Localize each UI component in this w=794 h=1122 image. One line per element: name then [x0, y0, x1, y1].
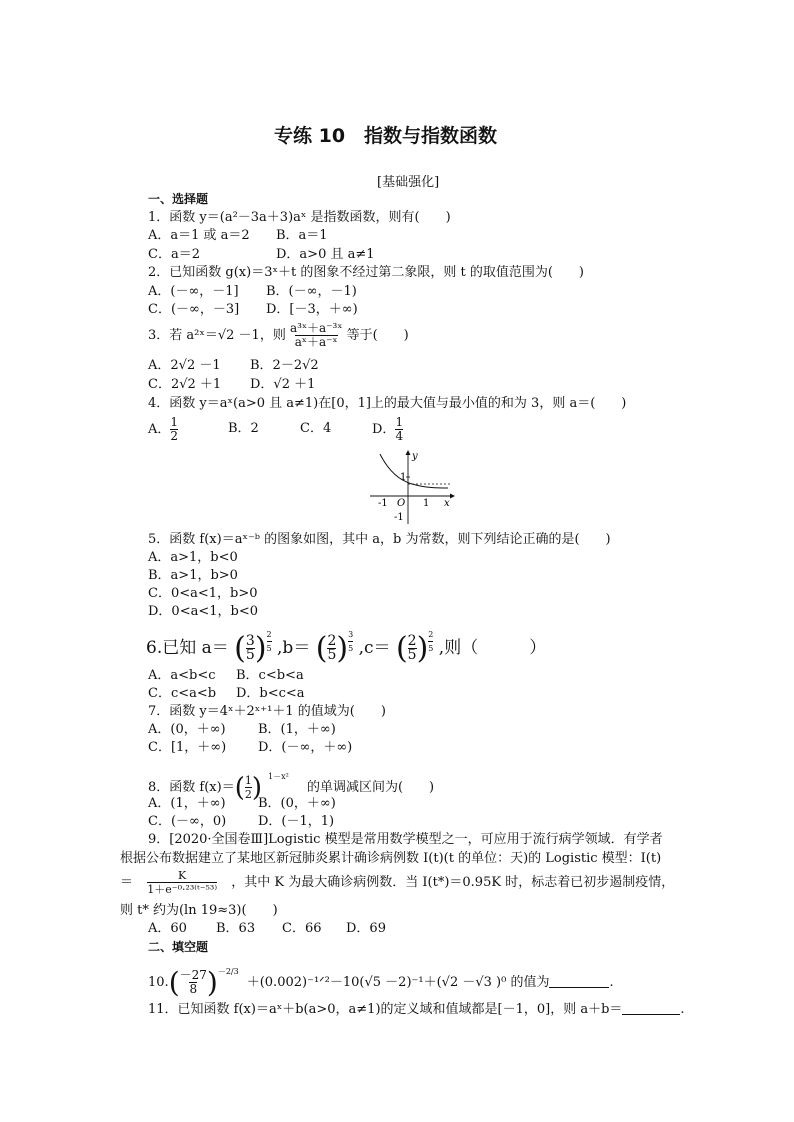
question-8-option-b: B．(0，＋∞)	[258, 796, 336, 811]
question-4-option-d-label: D．	[372, 422, 396, 437]
question-6-post: ,则（ ）	[438, 638, 547, 658]
question-9-line4: 则 t* 约为(ln 19≈3)( )	[120, 903, 278, 918]
question-7-option-c: C．[1，＋∞)	[148, 740, 227, 755]
question-6-mid2: ,c＝	[358, 638, 391, 658]
question-10-exponent: －2/3	[217, 967, 239, 976]
question-9-option-c: C．66	[282, 921, 322, 936]
question-2-stem: 2．已知函数 g(x)＝3ˣ＋t 的图象不经过第二象限，则 t 的取值范围为( )	[148, 265, 584, 280]
question-10-stem: 10.( $\frac{-27}{8}$ )$^{-2/3}$＋(0.002)⁻¹ᐟ²－10(√5 －2)⁻¹＋(√2 －√3 )⁰ 的值为 .	[148, 965, 614, 999]
question-5-stem: 5．函数 f(x)＝aˣ⁻ᵇ 的图象如图，其中 a，b 为常数，则下列结论正确的是( )	[148, 532, 611, 547]
question-3-option-b: B．2－2√2	[250, 358, 319, 373]
question-2-option-c: C．(－∞，－3]	[148, 302, 240, 317]
question-8-num: 1	[244, 774, 252, 787]
question-9-option-a: A．60	[148, 921, 187, 936]
question-10-rest: ＋(0.002)⁻¹ᐟ²－10(√5 －2)⁻¹＋(√2 －√3 )⁰ 的值为	[246, 975, 550, 990]
question-7-option-d: D．(－∞，＋∞)	[258, 740, 353, 755]
question-8-exponent: 1－x²	[268, 772, 289, 781]
question-5-option-c: C．0<a<1，b>0	[148, 586, 258, 601]
question-2-option-b: B．(－∞，－1)	[266, 284, 357, 299]
question-4-option-b: B．2	[228, 421, 259, 436]
graph-x-tick-neg: -1	[378, 498, 388, 509]
question-3-option-d: D．√2 ＋1	[250, 377, 316, 392]
question-6-b-exp-num: 3	[348, 630, 354, 639]
question-1-option-b: B．a＝1	[276, 228, 328, 243]
question-10-fraction	[180, 969, 207, 996]
question-3-fraction	[290, 322, 342, 349]
question-6-b-exp-den: 5	[348, 641, 353, 655]
question-6-a-num: 3	[245, 633, 255, 649]
question-9-frac-num: K	[178, 869, 187, 882]
question-4-option-d-fraction	[395, 416, 403, 443]
question-7-option-a: A．(0，＋∞)	[148, 722, 226, 737]
question-7-option-b: B．(1，＋∞)	[258, 722, 336, 737]
function-graph	[368, 448, 468, 528]
question-6-c-fraction	[408, 635, 417, 662]
question-3-stem-post: 等于( )	[346, 328, 409, 343]
question-6-b-num: 2	[327, 633, 337, 649]
question-9-fraction	[137, 869, 227, 896]
question-9-line3	[120, 866, 674, 900]
question-3-denominator: aˣ＋a⁻ˣ	[294, 335, 338, 349]
question-4-stem: 4．函数 y＝aˣ(a>0 且 a≠1)在[0，1]上的最大值与最小值的和为 3，则 a＝( )	[148, 396, 627, 411]
section-heading-choice: 一、选择题	[148, 192, 209, 206]
question-11-stem	[148, 1002, 685, 1018]
question-9-option-d: D．69	[346, 921, 386, 936]
question-10-label: 10.	[148, 975, 169, 990]
question-6-c-exponent	[428, 628, 433, 655]
question-9-line2: 根据公布数据建立了某地区新冠肺炎累计确诊病例数 I(t)(t 的单位：天)的 Logistic 模型：I(t)	[120, 851, 662, 866]
question-6-c-num: 2	[407, 633, 417, 649]
question-8-den: 2	[244, 788, 252, 801]
section-heading-fill: 二、填空题	[148, 940, 209, 954]
question-6-a-exp-den: 5	[267, 641, 272, 655]
question-6-stem: 6.已知 a＝ ( $\frac{3}{5}$ ) $\frac{2}{5}$ ,b＝ ( $\frac{2}{5}$ ) $\frac{3}{5}$ ,c＝ ( $\frac{2}{5}$ ) $\frac{2}{5}$ ,则（ ）	[146, 630, 547, 666]
question-8-option-a: A．(1，＋∞)	[148, 796, 226, 811]
question-6-c-den: 5	[407, 647, 417, 663]
question-9-option-b: B．63	[216, 921, 256, 936]
question-8-option-d: D．(－1，1)	[258, 814, 335, 829]
question-8-fraction	[245, 774, 252, 801]
question-9-line1: 9．[2020·全国卷Ⅲ]Logistic 模型是常用数学模型之一，可应用于流行病学领域．有学者	[148, 832, 663, 847]
y-axis-arrow-icon	[406, 450, 411, 455]
question-6-a-den: 5	[245, 647, 255, 663]
question-1-option-d: D．a>0 且 a≠1	[276, 247, 375, 262]
question-6-c-exp-num: 2	[428, 630, 434, 639]
question-9-eq: ＝	[120, 875, 134, 890]
question-1-option-a: A．a＝1 或 a＝2	[148, 228, 250, 243]
question-5-option-b: B．a>1，b>0	[148, 568, 238, 583]
question-4-option-c: C．4	[300, 421, 332, 436]
question-9-line3-post: ，其中 K 为最大确诊病例数．当 I(t*)＝0.95K 时，标志着已初步遏制疫情，	[231, 875, 675, 890]
question-3-numerator: a³ˣ＋a⁻³ˣ	[289, 321, 343, 335]
graph-y-tick-neg: -1	[394, 512, 404, 523]
question-3-stem-pre: 3．若 a²ˣ＝√2 －1，则	[148, 328, 286, 343]
question-8-stem: 8．函数 f(x)＝( $\frac{1}{2}$ ) $^{1-x^2}$ 的单调减区间为( )	[148, 772, 435, 803]
question-6-b-den: 5	[327, 647, 337, 663]
question-5-option-d: D．0<a<1，b<0	[148, 604, 258, 619]
question-4-option-d	[372, 416, 403, 443]
question-6-b-fraction	[327, 635, 336, 662]
question-11-answer-blank[interactable]	[622, 1002, 680, 1015]
question-2-option-d: D．[－3，＋∞)	[266, 302, 358, 317]
question-4-option-d-den: 4	[395, 429, 404, 443]
question-6-option-a: A．a<b<c	[148, 668, 216, 683]
graph-y-label: y	[412, 451, 418, 462]
question-11-end: .	[680, 1002, 685, 1017]
page-title: 专练 10 指数与指数函数	[274, 125, 498, 147]
graph-y-tick-pos: 1	[400, 472, 407, 483]
question-6-b-exponent	[348, 628, 353, 655]
question-6-option-c: C．c<a<b	[148, 686, 217, 701]
section-subtitle: [基础强化]	[377, 175, 440, 190]
question-6-option-d: D．b<c<a	[236, 686, 305, 701]
question-8-post: 的单调减区间为( )	[306, 780, 435, 795]
x-axis-arrow-icon	[450, 494, 455, 499]
question-4-option-a-label: A．	[148, 422, 171, 437]
question-6-pre: 6.已知 a＝	[146, 638, 229, 658]
question-3-option-a: A．2√2 －1	[148, 358, 221, 373]
question-8-option-c: C．(－∞，0)	[148, 814, 227, 829]
question-8-pre: 8．函数 f(x)＝	[148, 780, 235, 795]
question-10-end: .	[609, 975, 614, 990]
graph-x-label: x	[444, 498, 450, 509]
question-3-stem	[148, 320, 409, 352]
question-6-a-fraction	[246, 635, 255, 662]
question-6-a-exp-num: 2	[266, 630, 272, 639]
question-4-option-a-num: 1	[170, 415, 179, 429]
question-7-stem: 7．函数 y＝4ˣ＋2ˣ⁺¹＋1 的值域为( )	[148, 704, 386, 719]
question-6-c-exp-den: 5	[428, 641, 433, 655]
question-2-option-a: A．(－∞，－1]	[148, 284, 239, 299]
question-9-frac-den: 1＋e⁻⁰·²³⁽ᵗ⁻⁵³⁾	[147, 883, 218, 896]
question-4-option-a-den: 2	[170, 429, 179, 443]
question-10-answer-blank[interactable]	[549, 975, 609, 988]
question-4-option-d-num: 1	[395, 415, 404, 429]
graph-x-tick-pos: 1	[423, 498, 430, 509]
question-10-den: 8	[189, 982, 198, 996]
graph-origin: O	[397, 498, 406, 509]
question-3-option-c: C．2√2 ＋1	[148, 377, 222, 392]
question-4-option-a-fraction	[170, 416, 178, 443]
question-5-option-a: A．a>1，b<0	[148, 550, 238, 565]
question-6-a-exponent	[267, 628, 272, 655]
question-1-option-c: C．a＝2	[148, 247, 200, 262]
question-6-mid1: ,b＝	[277, 638, 311, 658]
question-1-stem: 1．函数 y＝(a²－3a＋3)aˣ 是指数函数，则有( )	[148, 210, 451, 225]
question-6-option-b: B．c<b<a	[236, 668, 304, 683]
question-4-option-a	[148, 416, 178, 443]
question-11-text: 11．已知函数 f(x)＝aˣ＋b(a>0，a≠1)的定义域和值域都是[－1，0]，则 a＋b＝	[148, 1002, 623, 1017]
question-10-num: －27	[179, 968, 207, 982]
